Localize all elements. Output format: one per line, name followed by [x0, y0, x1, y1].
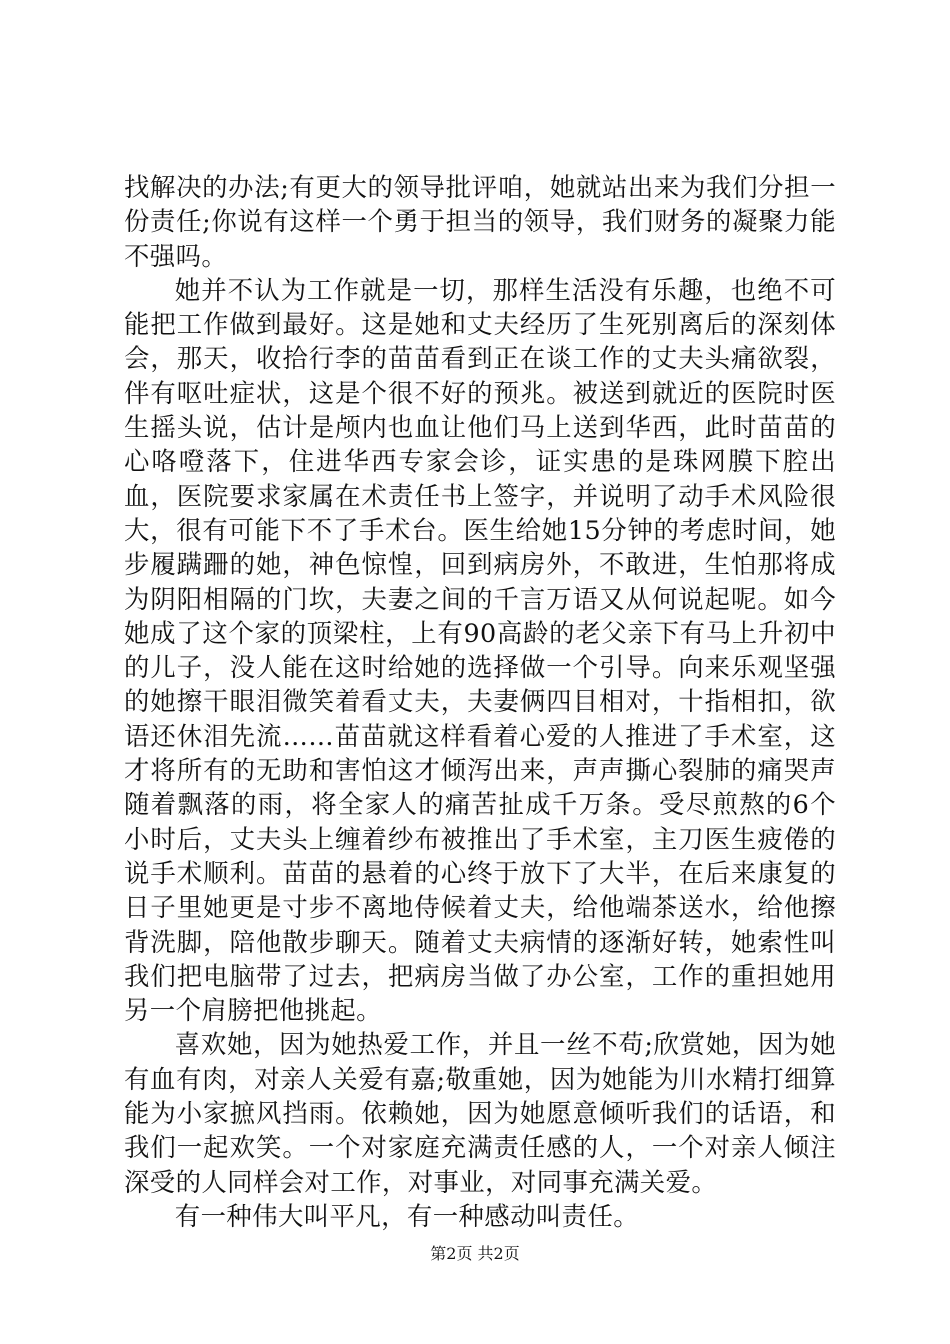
- paragraph-continuation: 找解决的办法;有更大的领导批评咱，她就站出来为我们分担一份责任;你说有这样一个勇于担当的领导，我们财务的凝聚力能不强吗。: [124, 172, 836, 271]
- document-body: [124, 170, 836, 1233]
- paragraph-story: 她并不认为工作就是一切，那样生活没有乐趣，也绝不可能把工作做到最好。这是她和丈夫经历了生死别离后的深刻体会，那天，收拾行李的苗苗看到正在谈工作的丈夫头痛欲裂，伴有呕吐症状，这是个很不好的预兆。被送到就近的医院时医生摇头说，估计是颅内也血让他们马上送到华西，此时苗苗的心咯噔落下，住进华西专家会诊，证实患的是珠网膜下腔出血，医院要求家属在术责任书上签字，并说明了动手术风险很大，很有可能下不了手术台。医生给她15分钟的考虑时间，她步履蹒跚的她，神色惊惶，回到病房外，不敢进，生怕那将成为阴阳相隔的门坎，夫妻之间的千言万语又从何说起呢。如今她成了这个家的顶梁柱，上有90高龄的老父亲下有马上升初中的儿子，没人能在这时给她的选择做一个引导。向来乐观坚强的她擦干眼泪微笑着看丈夫，夫妻俩四目相对，十指相扣，欲语还休泪先流……苗苗就这样看着心爱的人推进了手术室，这才将所有的无助和害怕这才倾泻出来，声声撕心裂肺的痛哭声随着飘落的雨，将全家人的痛苦扯成千万条。受尽煎熬的6个小时后，丈夫头上缠着纱布被推出了手术室，主刀医生疲倦的说手术顺利。苗苗的悬着的心终于放下了大半，在后来康复的日子里她更是寸步不离地侍候着丈夫，给他端茶送水，给他擦背洗脚，陪他散步聊天。随着丈夫病情的逐渐好转，她索性叫我们把电脑带了过去，把病房当做了办公室，工作的重担她用另一个肩膀把他挑起。: [124, 274, 836, 1026]
- paragraph-admiration: 喜欢她，因为她热爱工作，并且一丝不苟;欣赏她，因为她有血有肉，对亲人关爱有嘉;敬重她，因为她能为川水精打细算能为小家摭风挡雨。依赖她，因为她愿意倾听我们的话语，和我们一起欢笑。一个对家庭充满责任感的人，一个对亲人倾注深受的人同样会对工作，对事业，对同事充满关爱。: [124, 1029, 836, 1197]
- paragraph-closing: 有一种伟大叫平凡，有一种感动叫责任。: [174, 1200, 640, 1231]
- page-number-footer: 第2页 共2页: [430, 1244, 520, 1263]
